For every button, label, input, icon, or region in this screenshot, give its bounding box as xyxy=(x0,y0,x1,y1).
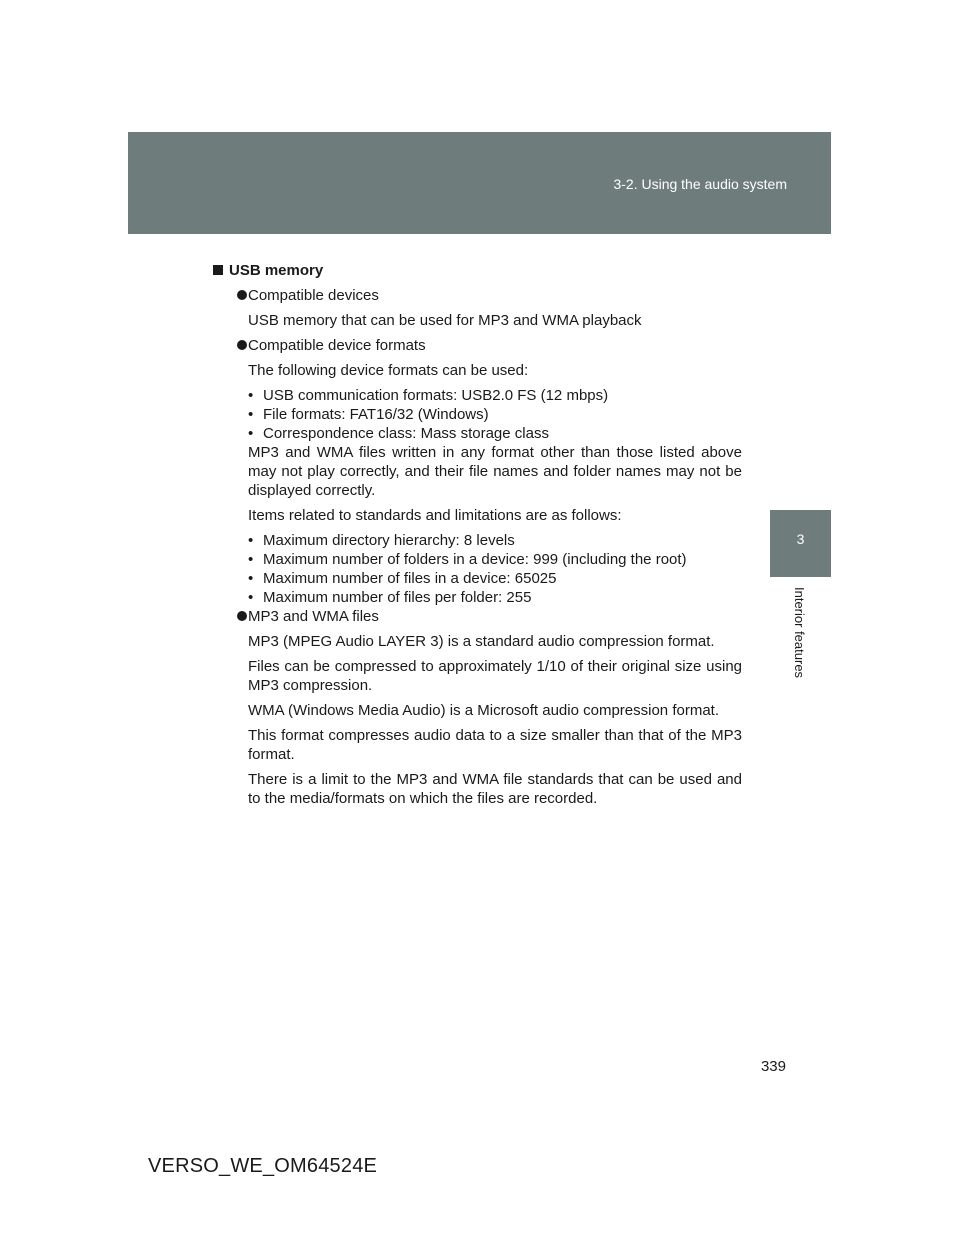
compatible-formats-title: Compatible device formats xyxy=(248,336,742,355)
mp3-wma-paragraph: WMA (Windows Media Audio) is a Microsoft audio compression format. xyxy=(248,702,719,719)
section-title: 3-2. Using the audio system xyxy=(613,176,787,192)
compatible-formats-block xyxy=(212,336,742,607)
mp3-wma-block xyxy=(212,607,742,808)
chapter-number: 3 xyxy=(796,531,805,547)
list-item: • Maximum number of folders in a device: 999 (including the root) xyxy=(248,550,742,569)
section-heading: USB memory xyxy=(212,261,742,280)
format-list xyxy=(248,386,742,443)
chapter-label: Interior features xyxy=(792,587,807,679)
mp3-wma-paragraph: There is a limit to the MP3 and WMA file standards that can be used and to the media/formats on which the files are recorded. xyxy=(248,771,742,807)
compatible-devices-title: Compatible devices xyxy=(248,286,742,305)
list-item: • USB communication formats: USB2.0 FS (12 mbps) xyxy=(248,386,742,405)
compatible-formats-intro: The following device formats can be used: xyxy=(248,362,529,379)
list-item: • Correspondence class: Mass storage class xyxy=(248,424,742,443)
list-item: • Maximum number of files per folder: 255 xyxy=(248,588,742,607)
format-note: MP3 and WMA files written in any format other than those listed above may not play correctly, and their file names and folder names may not be displayed correctly. xyxy=(248,444,742,499)
limits-intro: Items related to standards and limitations are as follows: xyxy=(248,507,622,524)
limits-list xyxy=(248,531,742,607)
page-number: 339 xyxy=(760,1058,786,1075)
mp3-wma-paragraph: MP3 (MPEG Audio LAYER 3) is a standard audio compression format. xyxy=(248,633,715,650)
page-content xyxy=(212,261,742,814)
compatible-devices-block xyxy=(212,286,742,330)
mp3-wma-title: MP3 and WMA files xyxy=(248,607,742,626)
list-item: • Maximum number of files in a device: 65025 xyxy=(248,569,742,588)
header-band xyxy=(128,132,831,234)
compatible-devices-text: USB memory that can be used for MP3 and WMA playback xyxy=(248,312,642,329)
mp3-wma-paragraph: This format compresses audio data to a size smaller than that of the MP3 format. xyxy=(248,727,742,763)
chapter-tab xyxy=(770,510,831,577)
document-code: VERSO_WE_OM64524E xyxy=(148,1155,378,1177)
list-item: • Maximum directory hierarchy: 8 levels xyxy=(248,531,742,550)
list-item: • File formats: FAT16/32 (Windows) xyxy=(248,405,742,424)
mp3-wma-paragraph: Files can be compressed to approximately 1/10 of their original size using MP3 compression. xyxy=(248,658,742,694)
